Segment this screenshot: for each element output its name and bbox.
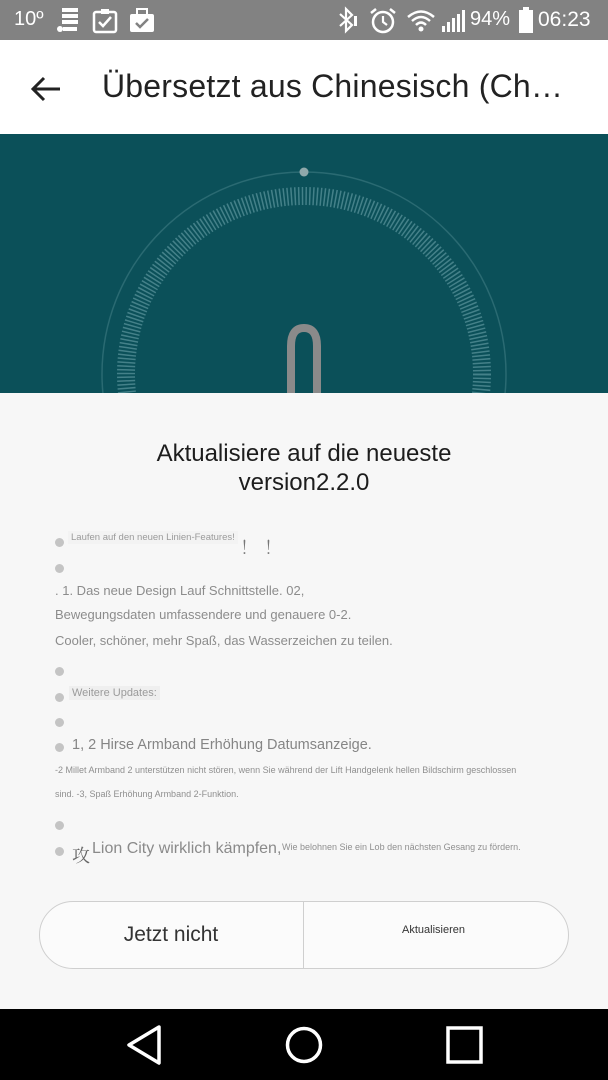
usb-debug-icon <box>54 6 82 34</box>
wifi-icon <box>406 8 436 34</box>
note-line: Cooler, schöner, mehr Spaß, das Wasserzeichen zu teilen. <box>55 633 393 648</box>
note-line: . 1. Das neue Design Lauf Schnittstelle. 02, <box>55 583 305 598</box>
dialog-title-line1: Aktualisiere auf die neueste <box>156 440 452 467</box>
triangle-back-icon[interactable] <box>114 1021 174 1069</box>
temperature-label: 10º <box>14 8 44 30</box>
running-track-icon <box>0 134 608 394</box>
arrow-left-icon[interactable] <box>22 65 70 113</box>
features-tag: Laufen auf den neuen Linien-Features! <box>68 531 238 544</box>
updates-tag: Weitere Updates: <box>69 686 160 700</box>
bullet-dot <box>55 564 64 573</box>
bullet-dot <box>55 743 64 752</box>
bullet-dot <box>55 667 64 676</box>
clipboard-check-icon <box>92 8 118 34</box>
note-line: -2 Millet Armband 2 unterstützen nicht stören, wenn Sie während der Lift Handgelenk hellen Bildschirm geschlossen <box>55 765 517 775</box>
page-title: Übersetzt aus Chinesisch (Ch… <box>102 68 564 104</box>
briefcase-check-icon <box>128 8 156 34</box>
note-line: Lion City wirklich kämpfen, <box>92 840 282 857</box>
note-line: 1, 2 Hirse Armband Erhöhung Datumsanzeige. <box>72 737 372 753</box>
app-bar <box>0 40 608 134</box>
navigation-bar <box>0 1009 608 1080</box>
bullet-dot <box>55 847 64 856</box>
update-button-label: Aktualisieren <box>402 924 465 936</box>
dialog-title <box>0 439 608 497</box>
signal-icon <box>440 8 466 34</box>
bullet-dot <box>55 538 64 547</box>
bullet-dot <box>55 693 64 702</box>
not-now-button[interactable]: Jetzt nicht <box>123 923 219 946</box>
exclaim-text: ！！ <box>240 538 288 558</box>
note-line: Bewegungsdaten umfassendere und genauere 0-2. <box>55 607 352 622</box>
battery-percent: 94% <box>470 8 511 30</box>
status-bar <box>0 0 608 40</box>
circle-home-icon[interactable] <box>274 1021 334 1069</box>
square-recents-icon[interactable] <box>434 1021 494 1069</box>
bluetooth-icon <box>332 6 360 34</box>
update-button[interactable] <box>304 901 569 969</box>
bullet-dot <box>55 718 64 727</box>
bullet-dot <box>55 821 64 830</box>
battery-icon <box>518 6 534 34</box>
hero-banner <box>0 134 608 394</box>
chinese-char: 攻 <box>72 846 90 867</box>
note-line: sind. -3, Spaß Erhöhung Armband 2-Funktion. <box>55 789 239 799</box>
alarm-icon <box>368 6 398 36</box>
note-line: Wie belohnen Sie ein Lob den nächsten Gesang zu fördern. <box>282 842 521 852</box>
clock: 06:23 <box>538 8 591 31</box>
dialog-title-line2: version2.2.0 <box>238 469 370 496</box>
